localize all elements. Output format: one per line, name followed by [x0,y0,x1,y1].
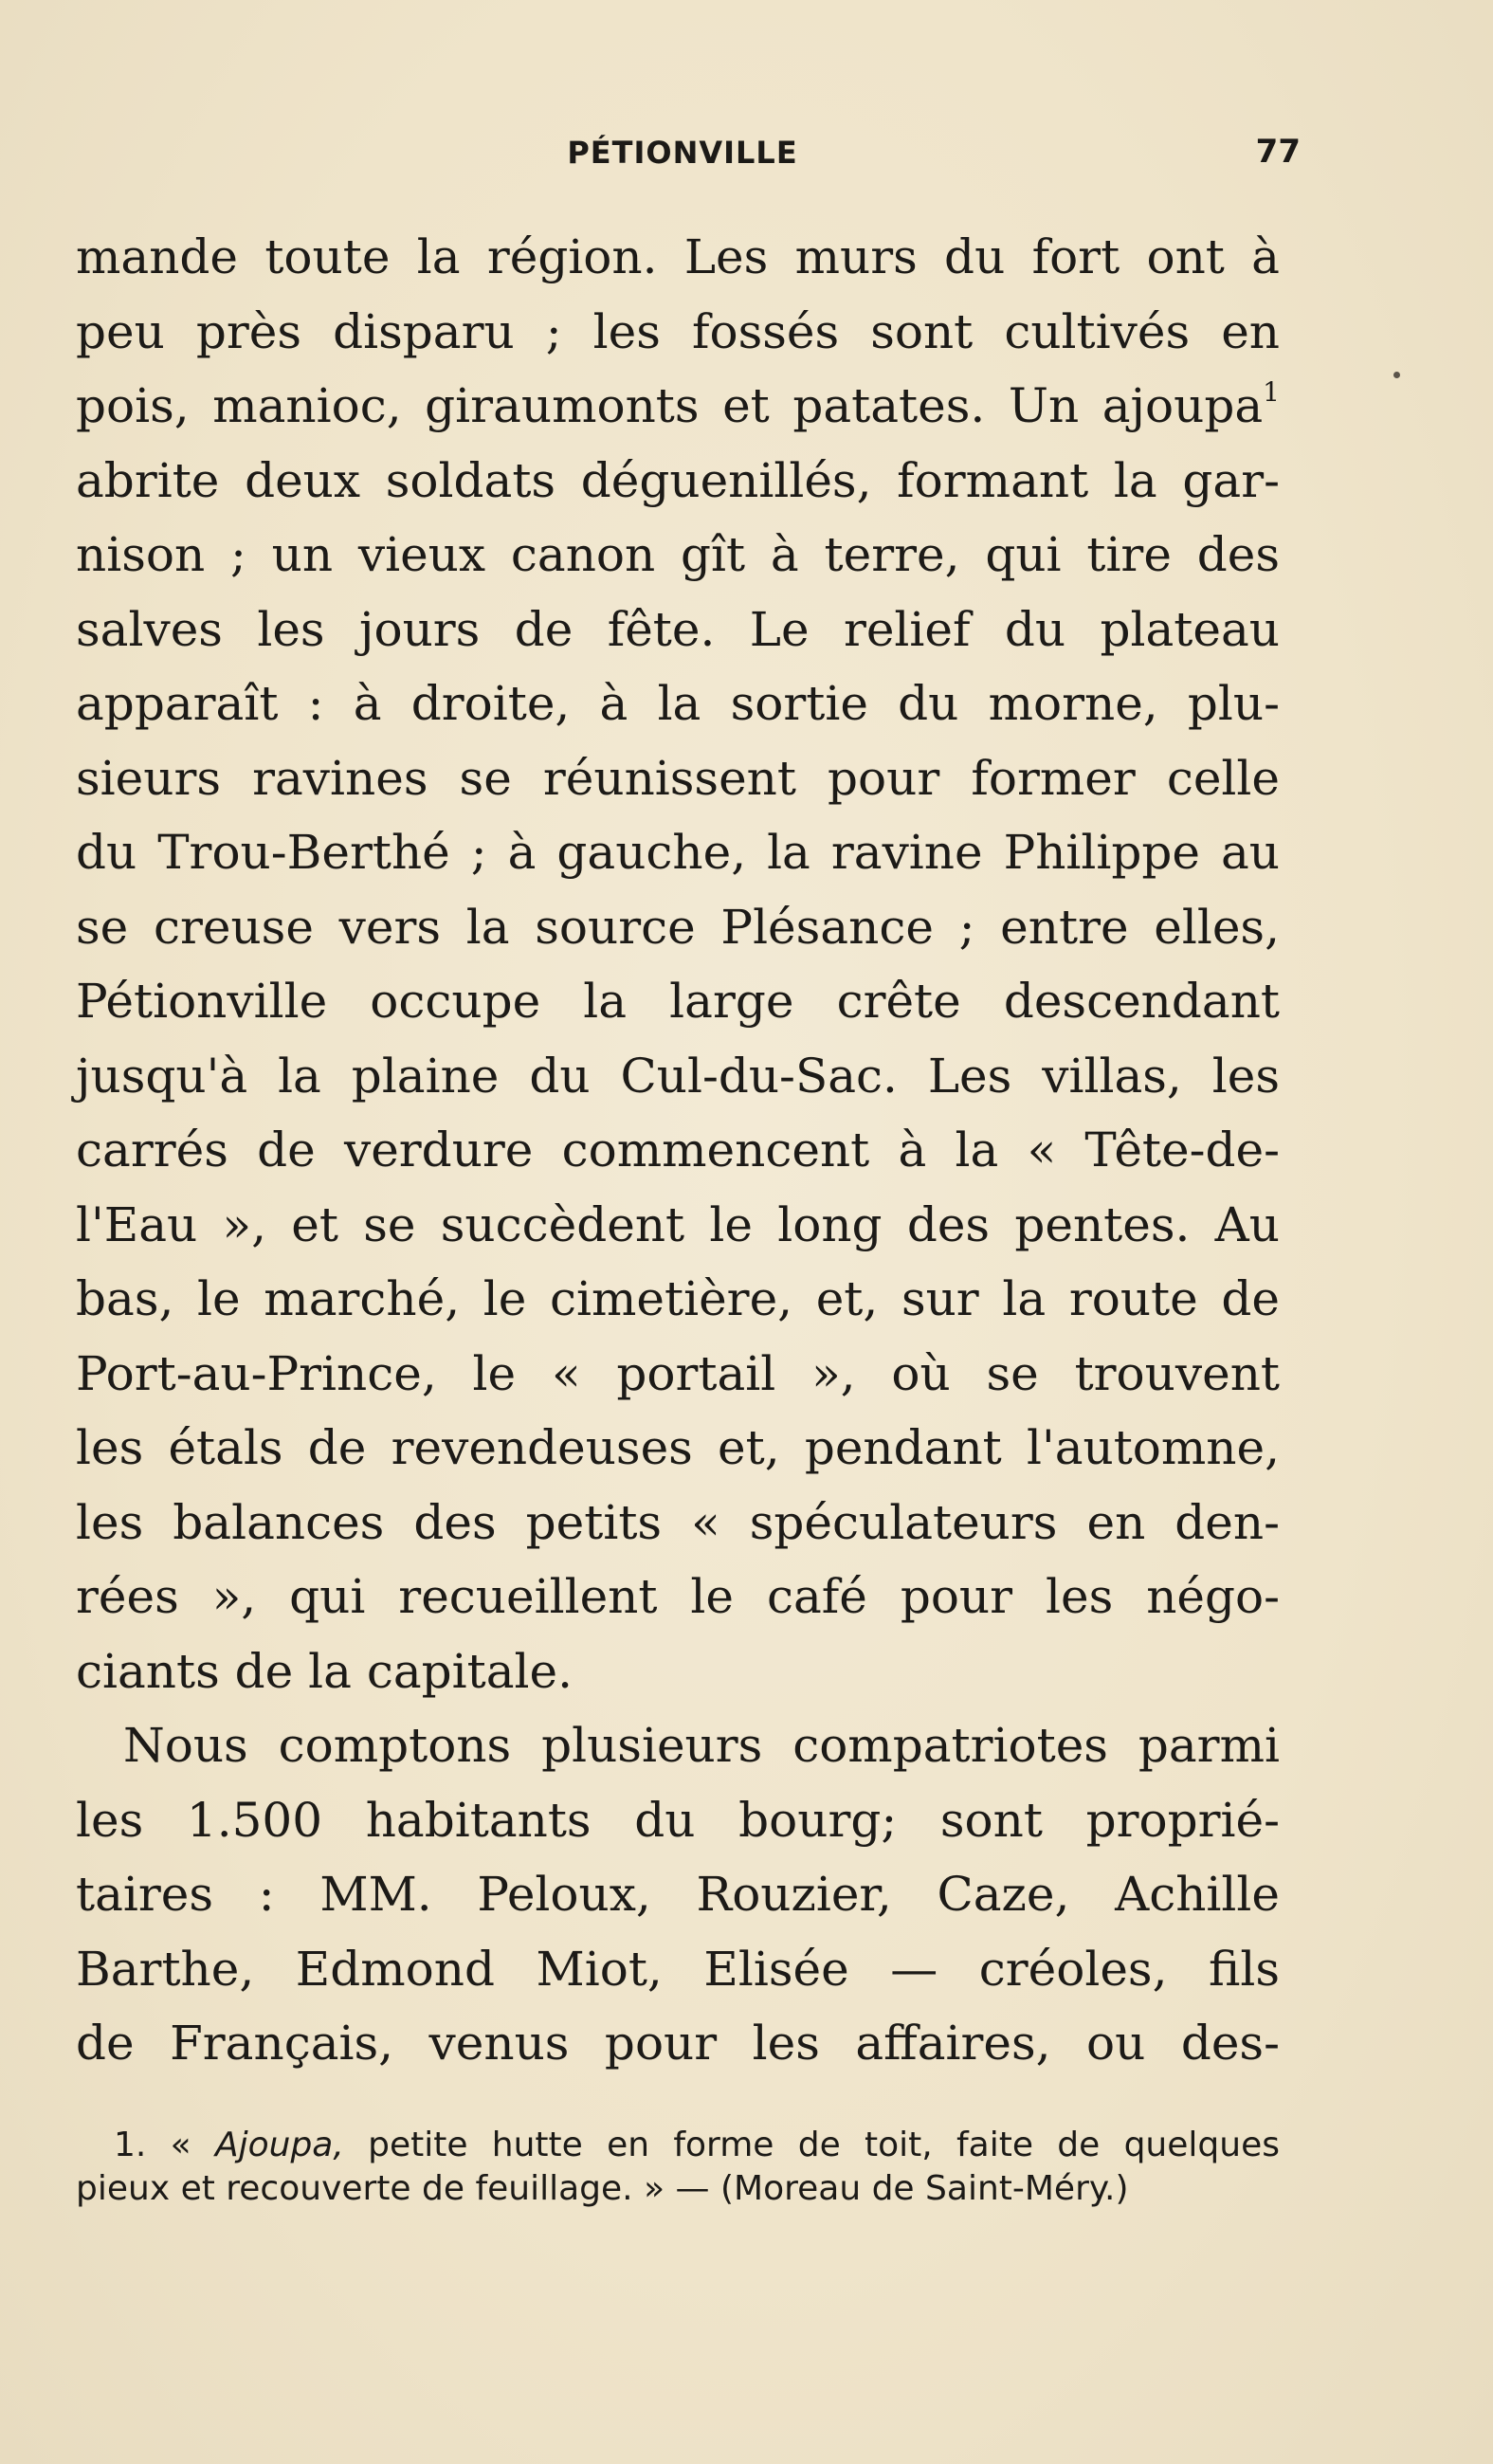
text-line: les étals de revendeuses et, pendant l'automne, [76,1420,1280,1475]
text-line: Barthe, Edmond Miot, Elisée — créoles, fils [76,1941,1280,1997]
text-line: les 1.500 habitants du bourg; sont proprié- [76,1792,1280,1848]
body-text [76,220,1280,2081]
text-line: peu près disparu ; les fossés sont cultivés en [76,303,1280,359]
text-line: ciants de la capitale. [76,1643,574,1699]
running-head [76,133,1301,180]
footnote-term: Ajoupa, [214,2126,344,2164]
text-line: les balances des petits « spéculateurs en den- [76,1494,1280,1550]
text-line: salves les jours de fête. Le relief du plateau [76,601,1280,657]
running-title: PÉTIONVILLE [567,135,798,171]
text-line: rées », qui recueillent le café pour les négo- [76,1569,1280,1624]
text-line: du Trou-Berthé ; à gauche, la ravine Philippe au [76,825,1280,880]
footnote [76,2124,1280,2211]
text-line: mande toute la région. Les murs du fort ont à [76,229,1280,284]
footnote-line [76,2124,1280,2167]
text-line: l'Eau », et se succèdent le long des pentes. Au [76,1196,1280,1252]
text-line-content: pois, manioc, giraumonts et patates. Un ajoupa [76,378,1264,433]
text-line: nison ; un vieux canon gît à terre, qui tire des [76,527,1280,582]
text-line [76,369,1280,444]
text-line: Pétionville occupe la large crête descendant [76,974,1280,1029]
footnote-number: 1. [114,2126,147,2164]
text-line: taires : MM. Peloux, Rouzier, Caze, Achille [76,1867,1280,1922]
footnote-line: pieux et recouverte de feuillage. » — (Moreau de Saint-Méry.) [76,2169,1129,2208]
text-line: sieurs ravines se réunissent pour former celle [76,750,1280,806]
text-line: apparaît : à droite, à la sortie du morne, plu- [76,676,1280,731]
page-number: 77 [1255,133,1301,171]
text-line: carrés de verdure commencent à la « Tête-de- [76,1122,1280,1177]
paper-speck [1393,372,1400,378]
text-line: de Français, venus pour les affaires, ou des- [76,2016,1280,2071]
text-line: bas, le marché, le cimetière, et, sur la route de [76,1271,1280,1326]
text-line: Port-au-Prince, le « portail », où se trouvent [76,1345,1280,1401]
footnote-open-quote: « [170,2126,191,2164]
text-line: Nous comptons plusieurs compatriotes parmi [123,1718,1280,1773]
footnote-text: petite hutte en forme de toit, faite de quelques [368,2126,1280,2164]
text-line: jusqu'à la plaine du Cul-du-Sac. Les villas, les [76,1048,1280,1104]
text-line: abrite deux soldats déguenillés, formant la gar- [76,452,1280,508]
footnote-ref: 1 [1263,376,1280,409]
text-line: se creuse vers la source Plésance ; entre elles, [76,899,1280,955]
